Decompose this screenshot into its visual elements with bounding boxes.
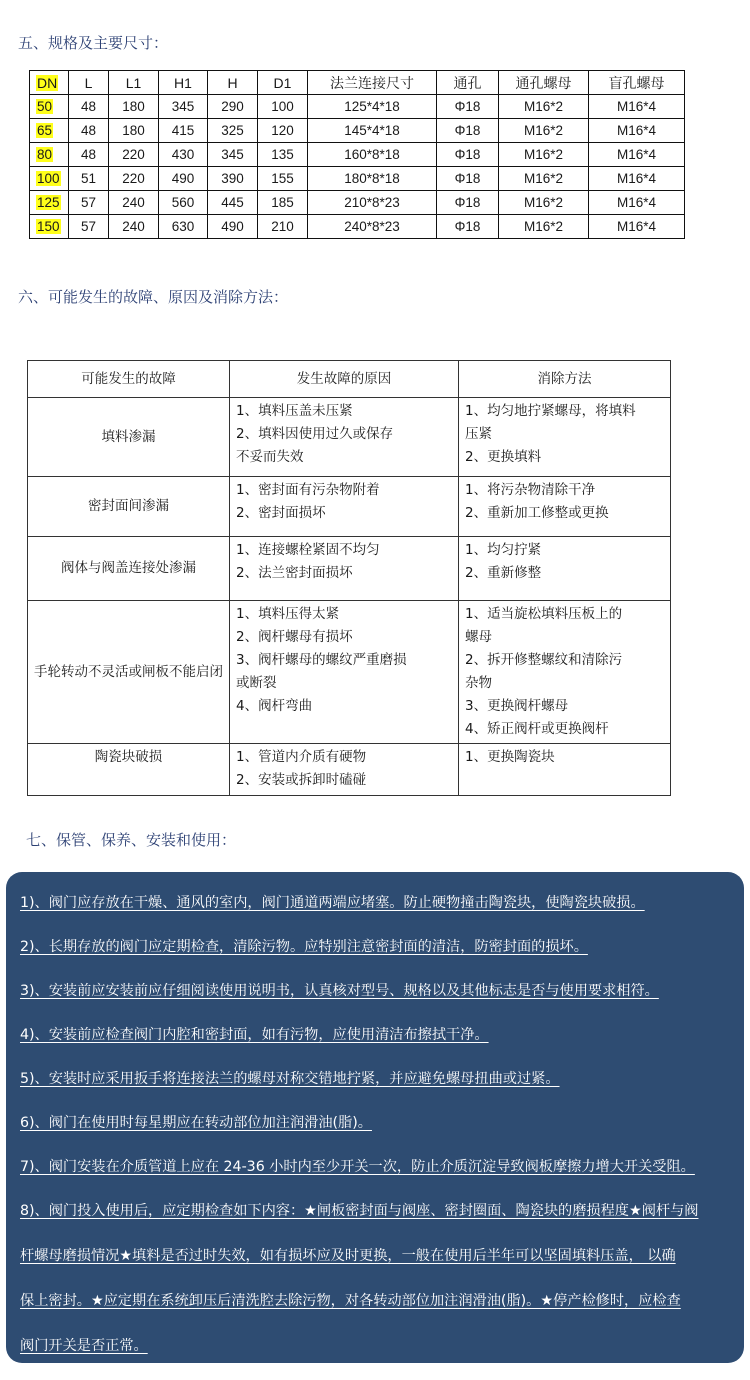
spec-cell: 220 <box>109 143 159 167</box>
instruction-7 <box>20 1156 738 1178</box>
spec-cell: 125*4*18 <box>308 95 437 119</box>
spec-cell: 325 <box>208 119 258 143</box>
spec-header-row <box>30 71 685 95</box>
instruction-2 <box>20 936 738 958</box>
spec-cell: 290 <box>208 95 258 119</box>
cause-line: 2、阀杆螺母有损坏 <box>236 629 353 645</box>
spec-cell: 240 <box>109 191 159 215</box>
spec-cell: 490 <box>159 167 208 191</box>
fault-causes <box>230 537 459 601</box>
remedy-line: 2、重新加工修整或更换 <box>465 505 609 521</box>
cause-line: 2、法兰密封面损坏 <box>236 565 353 581</box>
instruction-1-text: 1)、阀门应存放在干燥、通风的室内，阀门通道两端应堵塞。防止硬物撞击陶瓷块，使陶瓷块破损。 <box>20 895 645 911</box>
dn-highlight: 50 <box>37 99 53 114</box>
fault-header-remedy: 消除方法 <box>459 361 671 398</box>
remedy-line: 2、更换填料 <box>465 449 542 465</box>
spec-table <box>29 70 685 239</box>
fault-header-row <box>28 361 671 398</box>
spec-header-h: H <box>208 71 258 95</box>
remedy-line: 杂物 <box>465 675 492 691</box>
spec-header-l: L <box>69 71 109 95</box>
spec-cell-dn <box>30 119 69 143</box>
fault-row <box>28 601 671 744</box>
instruction-3-text: 3)、安装前应安装前应仔细阅读使用说明书，认真核对型号、规格以及其他标志是否与使用要求相符。 <box>20 983 659 999</box>
spec-cell: 560 <box>159 191 208 215</box>
remedy-line: 1、均匀地拧紧螺母，将填料 <box>465 403 636 419</box>
spec-cell: M16*2 <box>499 143 589 167</box>
section-5-title: 五、规格及主要尺寸： <box>18 34 169 52</box>
fault-header-fault: 可能发生的故障 <box>28 361 230 398</box>
spec-cell: M16*2 <box>499 95 589 119</box>
instruction-4 <box>20 1024 738 1046</box>
instruction-8-line: 杆螺母磨损情况★填料是否过时失效，如有损坏应及时更换，一般在使用后半年可以坚固填料压盖， 以确 <box>20 1248 676 1264</box>
fault-remedies <box>459 601 671 744</box>
fault-row <box>28 398 671 477</box>
fault-row <box>28 744 671 796</box>
dn-highlight: 150 <box>37 219 60 234</box>
cause-line: 3、阀杆螺母的螺纹严重磨损 <box>236 652 407 668</box>
fault-name: 填料渗漏 <box>28 398 230 477</box>
fault-remedies <box>459 398 671 477</box>
instruction-5-text: 5)、安装时应采用扳手将连接法兰的螺母对称交错地拧紧，并应避免螺母扭曲或过紧。 <box>20 1071 560 1087</box>
spec-cell: 345 <box>208 143 258 167</box>
fault-name: 陶瓷块破损 <box>28 744 230 796</box>
remedy-line: 1、适当旋松填料压板上的 <box>465 606 623 622</box>
spec-header-l1: L1 <box>109 71 159 95</box>
cause-line: 2、填料因使用过久或保存 <box>236 426 394 442</box>
cause-line: 1、填料压得太紧 <box>236 606 340 622</box>
instruction-2-text: 2)、长期存放的阀门应定期检查，清除污物。应特别注意密封面的清洁，防密封面的损坏。 <box>20 939 588 955</box>
instruction-8-line: 阀门开关是否正常。 <box>20 1338 148 1354</box>
spec-cell: Φ18 <box>437 167 499 191</box>
spec-cell: 57 <box>69 191 109 215</box>
remedy-line: 3、更换阀杆螺母 <box>465 698 569 714</box>
spec-cell: Φ18 <box>437 119 499 143</box>
instruction-8 <box>20 1200 738 1380</box>
instruction-3 <box>20 980 738 1002</box>
dn-highlight: DN <box>37 74 58 91</box>
section-6-title: 六、可能发生的故障、原因及消除方法： <box>18 288 289 306</box>
instruction-8-line: 8)、阀门投入使用后，应定期检查如下内容：★闸板密封面与阀座、密封圈面、陶瓷块的磨损程度★阀杆与阀 <box>20 1203 699 1219</box>
spec-cell: 415 <box>159 119 208 143</box>
spec-cell: 210 <box>258 215 308 239</box>
instructions-panel <box>6 872 744 1363</box>
spec-cell: 180 <box>109 119 159 143</box>
spec-cell: 630 <box>159 215 208 239</box>
spec-cell: 48 <box>69 143 109 167</box>
spec-cell: 390 <box>208 167 258 191</box>
spec-cell-dn <box>30 215 69 239</box>
cause-line: 1、填料压盖未压紧 <box>236 403 353 419</box>
spec-cell: 240 <box>109 215 159 239</box>
spec-cell: M16*2 <box>499 167 589 191</box>
spec-cell: M16*4 <box>589 215 685 239</box>
fault-name: 阀体与阀盖连接处渗漏 <box>28 537 230 601</box>
remedy-line: 压紧 <box>465 426 492 442</box>
remedy-line: 4、矫正阀杆或更换阀杆 <box>465 721 609 737</box>
dn-highlight: 80 <box>37 147 53 162</box>
spec-cell: Φ18 <box>437 143 499 167</box>
remedy-line: 1、将污杂物清除干净 <box>465 482 596 498</box>
spec-cell: M16*2 <box>499 191 589 215</box>
spec-cell: 185 <box>258 191 308 215</box>
spec-cell: M16*4 <box>589 119 685 143</box>
remedy-line: 1、均匀拧紧 <box>465 542 542 558</box>
spec-cell: 490 <box>208 215 258 239</box>
spec-cell: 51 <box>69 167 109 191</box>
cause-line: 或断裂 <box>236 675 277 691</box>
spec-cell: 48 <box>69 119 109 143</box>
spec-cell: 240*8*23 <box>308 215 437 239</box>
spec-row <box>30 119 685 143</box>
spec-header-flange: 法兰连接尺寸 <box>308 71 437 95</box>
spec-cell: 120 <box>258 119 308 143</box>
cause-line: 1、管道内介质有硬物 <box>236 749 367 765</box>
fault-row <box>28 477 671 537</box>
cause-line: 2、安装或拆卸时磕碰 <box>236 772 367 788</box>
fault-table <box>27 360 671 796</box>
remedy-line: 螺母 <box>465 629 492 645</box>
remedy-line: 2、重新修整 <box>465 565 542 581</box>
spec-cell: 48 <box>69 95 109 119</box>
fault-header-cause: 发生故障的原因 <box>230 361 459 398</box>
instruction-6-text: 6)、阀门在使用时每星期应在转动部位加注润滑油(脂)。 <box>20 1115 372 1131</box>
fault-causes <box>230 398 459 477</box>
spec-cell: 445 <box>208 191 258 215</box>
cause-line: 不妥而失效 <box>236 449 304 465</box>
spec-cell: 180*8*18 <box>308 167 437 191</box>
spec-cell: 345 <box>159 95 208 119</box>
spec-cell: 210*8*23 <box>308 191 437 215</box>
spec-cell: 155 <box>258 167 308 191</box>
spec-header-blind-nut: 盲孔螺母 <box>589 71 685 95</box>
cause-line: 4、阀杆弯曲 <box>236 698 313 714</box>
spec-header-d1: D1 <box>258 71 308 95</box>
cause-line: 2、密封面损坏 <box>236 505 326 521</box>
spec-header-dn <box>30 71 69 95</box>
instruction-5 <box>20 1068 738 1090</box>
fault-causes <box>230 477 459 537</box>
spec-cell: M16*4 <box>589 191 685 215</box>
spec-cell: Φ18 <box>437 191 499 215</box>
spec-header-through-nut: 通孔螺母 <box>499 71 589 95</box>
instruction-6 <box>20 1112 738 1134</box>
dn-highlight: 125 <box>37 195 60 210</box>
spec-row <box>30 95 685 119</box>
dn-highlight: 100 <box>37 171 60 186</box>
fault-causes <box>230 744 459 796</box>
instruction-7-text: 7)、阀门安装在介质管道上应在 24-36 小时内至少开关一次，防止介质沉淀导致阀板摩擦力增大开关受阻。 <box>20 1159 695 1175</box>
spec-cell: Φ18 <box>437 215 499 239</box>
instruction-1 <box>20 892 738 914</box>
spec-cell: M16*2 <box>499 215 589 239</box>
fault-row <box>28 537 671 601</box>
spec-cell: M16*4 <box>589 143 685 167</box>
spec-row <box>30 143 685 167</box>
spec-cell: M16*4 <box>589 167 685 191</box>
fault-name: 手轮转动不灵活或闸板不能启闭 <box>28 601 230 744</box>
instruction-8-line: 保上密封。★应定期在系统卸压后清洗腔去除污物，对各转动部位加注润滑油(脂)。★停产检修时，应检查 <box>20 1293 681 1309</box>
spec-cell-dn <box>30 167 69 191</box>
fault-causes <box>230 601 459 744</box>
spec-cell: 160*8*18 <box>308 143 437 167</box>
spec-header-h1: H1 <box>159 71 208 95</box>
spec-header-through-hole: 通孔 <box>437 71 499 95</box>
spec-cell: 180 <box>109 95 159 119</box>
spec-cell: 220 <box>109 167 159 191</box>
remedy-line: 1、更换陶瓷块 <box>465 749 555 765</box>
spec-cell-dn <box>30 143 69 167</box>
spec-cell: Φ18 <box>437 95 499 119</box>
spec-row <box>30 191 685 215</box>
fault-name: 密封面间渗漏 <box>28 477 230 537</box>
fault-remedies <box>459 744 671 796</box>
spec-row <box>30 215 685 239</box>
spec-cell: 57 <box>69 215 109 239</box>
spec-cell: 135 <box>258 143 308 167</box>
spec-cell: 100 <box>258 95 308 119</box>
spec-cell-dn <box>30 95 69 119</box>
dn-highlight: 65 <box>37 123 53 138</box>
instruction-4-text: 4)、安装前应检查阀门内腔和密封面，如有污物，应使用清洁布擦拭干净。 <box>20 1027 489 1043</box>
spec-cell: M16*2 <box>499 119 589 143</box>
spec-cell: 145*4*18 <box>308 119 437 143</box>
spec-cell: M16*4 <box>589 95 685 119</box>
fault-remedies <box>459 537 671 601</box>
remedy-line: 2、拆开修整螺纹和清除污 <box>465 652 623 668</box>
spec-row <box>30 167 685 191</box>
cause-line: 1、密封面有污杂物附着 <box>236 482 380 498</box>
spec-cell-dn <box>30 191 69 215</box>
section-7-title: 七、保管、保养、安装和使用： <box>26 831 237 849</box>
fault-remedies <box>459 477 671 537</box>
cause-line: 1、连接螺栓紧固不均匀 <box>236 542 380 558</box>
spec-cell: 430 <box>159 143 208 167</box>
